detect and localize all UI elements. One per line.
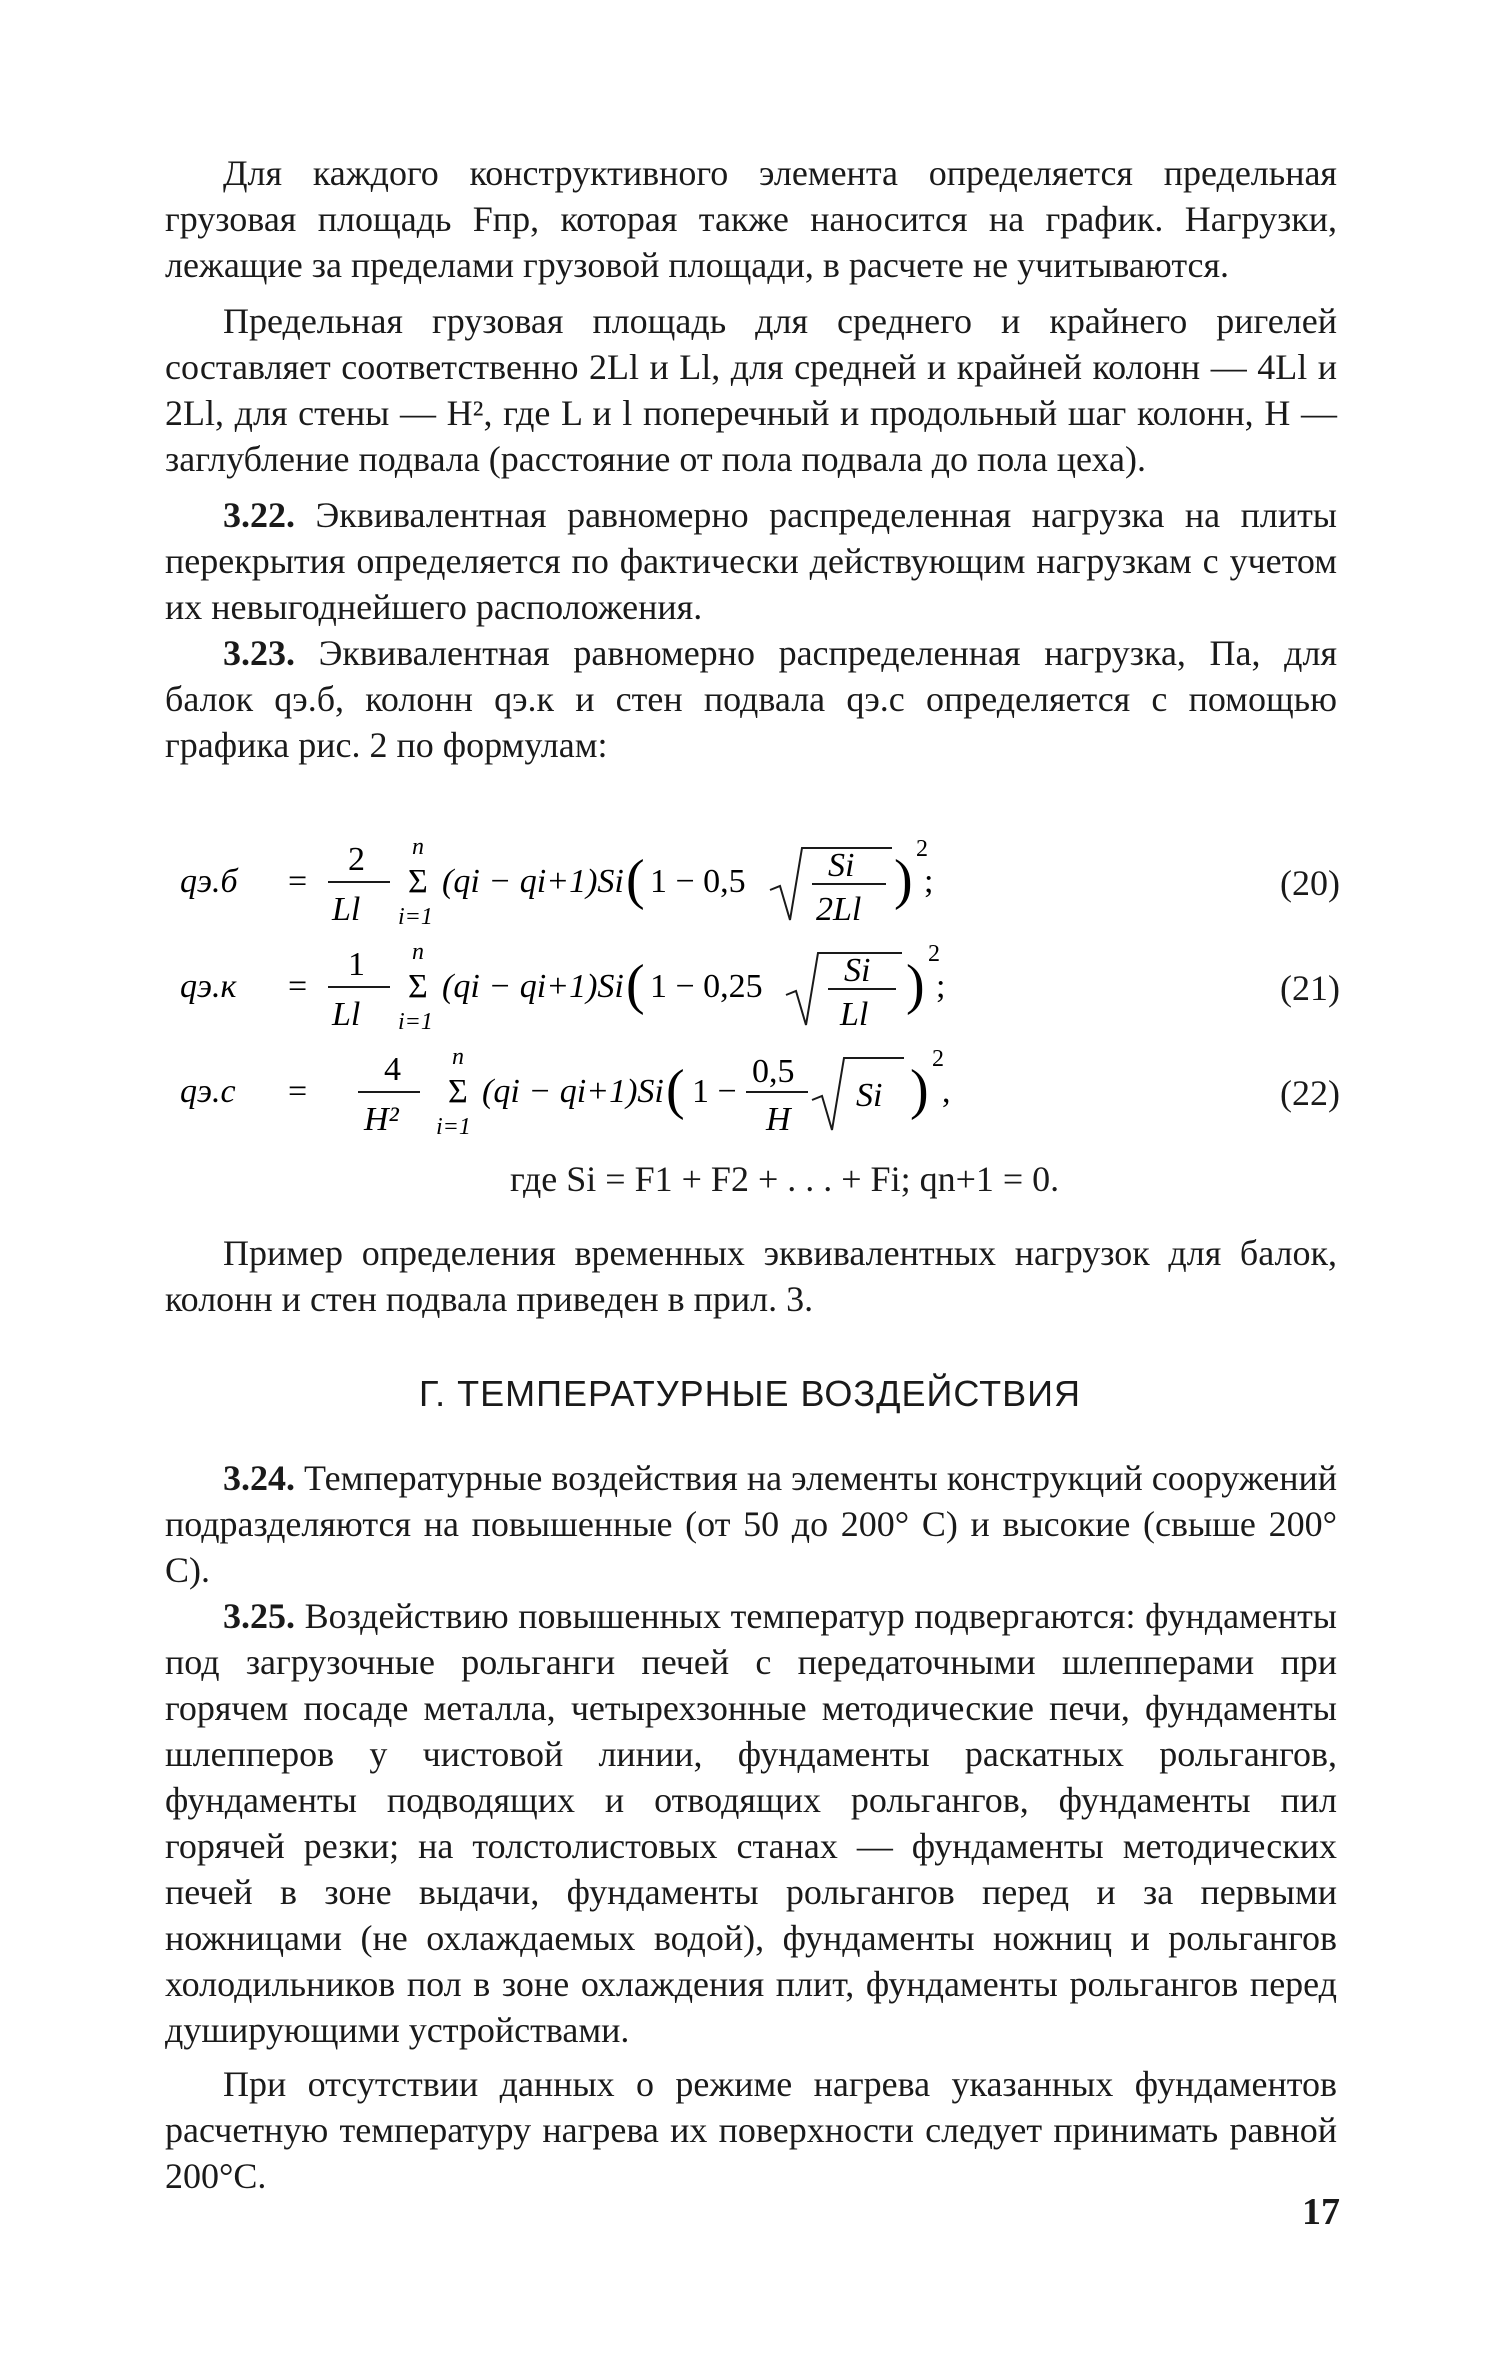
paragraph-default-temperature: При отсутствии данных о режиме нагрева указанных фундаментов расчетную температуру нагрева их поверхности следует принимать равной 200°С. <box>165 2064 1337 2196</box>
intro-text <box>165 150 1337 768</box>
sum-lower: i=1 <box>398 1009 433 1035</box>
paragraph-example: Пример определения временных эквивалентных нагрузок для балок, колонн и стен подвала приведен в прил. 3. <box>165 1233 1337 1319</box>
svg-text:Σ: Σ <box>408 863 428 900</box>
section-heading: Г. ТЕМПЕРАТУРНЫЕ ВОЗДЕЙСТВИЯ <box>418 1373 1082 1414</box>
formula-21-graphic <box>180 939 1340 1035</box>
fraction-denominator: H <box>766 1101 791 1138</box>
section-number: 3.24. <box>223 1458 295 1498</box>
sum-term: (qi − qi+1)Si <box>442 968 624 1005</box>
sum-lower: i=1 <box>398 904 433 930</box>
temperature-text <box>165 1455 1337 2199</box>
example-block <box>165 1230 1337 1322</box>
formula-20-graphic <box>180 834 1340 930</box>
coef-denominator: Ll <box>332 891 361 928</box>
svg-text:;: ; <box>936 968 946 1005</box>
root-denominator: Ll <box>840 996 869 1033</box>
section-number: 3.25. <box>223 1596 295 1636</box>
svg-text:Σ: Σ <box>448 1073 468 1110</box>
svg-text:): ) <box>910 1059 929 1121</box>
section-text: Воздействию повышенных температур подвергаются: фундаменты под загрузочные рольганги печей с передаточными шлепперами при горячем посаде металла, четырехзонные методические печи, фундаменты шлепперов у чистовой линии, фундаменты раскатных рольгангов, фундаменты подводящих и отводящих рольгангов, фундаменты пил горячей резки; на толстолистовых станах — фундаменты методических печей в зоне выдачи, фундаменты рольгангов перед и за первыми ножницами (не охлаждаемых водой), фундаменты ножниц и рольгангов холодильников пол в зоне охлаждения плит, фундаменты рольгангов перед душирующими устройствами. <box>165 1596 1337 2050</box>
coef-denominator: H² <box>364 1101 399 1138</box>
formula-22 <box>180 1044 1340 1140</box>
svg-text:;: ; <box>924 863 934 900</box>
sum-upper: n <box>412 834 424 860</box>
page-number: 17 <box>1302 2191 1340 2233</box>
svg-text:=: = <box>288 863 308 900</box>
sum-term: (qi − qi+1)Si <box>482 1073 664 1110</box>
root-body: Si <box>856 1077 883 1114</box>
inner-expression: 1 − 0,25 <box>650 968 763 1005</box>
inner-expression: 1 − 0,5 <box>650 863 746 900</box>
sum-term: (qi − qi+1)Si <box>442 863 624 900</box>
svg-text:=: = <box>288 968 308 1005</box>
sum-upper: n <box>412 939 424 965</box>
power: 2 <box>932 1046 944 1072</box>
formula-20 <box>180 834 1340 930</box>
formula-lhs: qэ.б <box>180 863 238 900</box>
paragraph-area-limits: Предельная грузовая площадь для среднего и крайнего ригелей составляет соответственно 2Ll и Ll, для средней и крайней колонн — 4Ll и 2Ll, для стены — H², где L и l поперечный и продольный шаг колонн, H — заглубление подвала (расстояние от пола подвала до пола цеха). <box>165 301 1337 479</box>
coef-numerator: 1 <box>348 946 365 983</box>
svg-text:): ) <box>894 849 913 911</box>
coef-numerator: 2 <box>348 841 365 878</box>
section-text: Эквивалентная равномерно распределенная нагрузка, Па, для балок qэ.б, колонн qэ.к и стен подвала qэ.с определяется с помощью графика рис. 2 по формулам: <box>165 633 1337 765</box>
fraction-numerator: 0,5 <box>752 1053 795 1090</box>
svg-text:(: ( <box>626 849 645 911</box>
power: 2 <box>916 836 928 862</box>
section-text: Эквивалентная равномерно распределенная нагрузка на плиты перекрытия определяется по фактически действующим нагрузкам с учетом их невыгоднейшего расположения. <box>165 495 1337 627</box>
svg-text:,: , <box>942 1073 951 1110</box>
svg-text:=: = <box>288 1073 308 1110</box>
svg-text:(: ( <box>666 1059 685 1121</box>
equation-number: (20) <box>1280 863 1340 903</box>
paragraph-3-23 <box>165 630 1337 768</box>
root-numerator: Si <box>844 952 871 989</box>
root-numerator: Si <box>828 847 855 884</box>
formula-21 <box>180 939 1340 1035</box>
root-denominator: 2Ll <box>816 891 862 928</box>
inner-expression: 1 − <box>692 1073 737 1110</box>
equation-number: (21) <box>1280 968 1340 1008</box>
coef-numerator: 4 <box>384 1051 401 1088</box>
power: 2 <box>928 941 940 967</box>
formula-22-graphic <box>180 1044 1340 1140</box>
svg-text:Σ: Σ <box>408 968 428 1005</box>
paragraph-3-24 <box>165 1455 1337 1593</box>
equation-number: (22) <box>1280 1073 1340 1113</box>
svg-text:(: ( <box>626 954 645 1016</box>
svg-text:): ) <box>906 954 925 1016</box>
formula-where-line: где Si = F1 + F2 + . . . + Fi; qn+1 = 0. <box>510 1159 1060 1199</box>
formula-lhs: qэ.с <box>180 1073 236 1110</box>
sum-lower: i=1 <box>436 1114 471 1140</box>
section-number: 3.22. <box>223 495 295 535</box>
paragraph-3-22 <box>165 492 1337 630</box>
formula-lhs: qэ.к <box>180 968 237 1005</box>
coef-denominator: Ll <box>332 996 361 1033</box>
sum-upper: n <box>452 1044 464 1070</box>
section-number: 3.23. <box>223 633 295 673</box>
section-text: Температурные воздействия на элементы конструкций сооружений подразделяются на повышенные (от 50 до 200° С) и высокие (свыше 200° С). <box>165 1458 1337 1590</box>
paragraph-load-area: Для каждого конструктивного элемента определяется предельная грузовая площадь Fпр, которая также наносится на график. Нагрузки, лежащие за пределами грузовой площади, в расчете не учитываются. <box>165 153 1337 285</box>
paragraph-3-25 <box>165 1593 1337 2053</box>
